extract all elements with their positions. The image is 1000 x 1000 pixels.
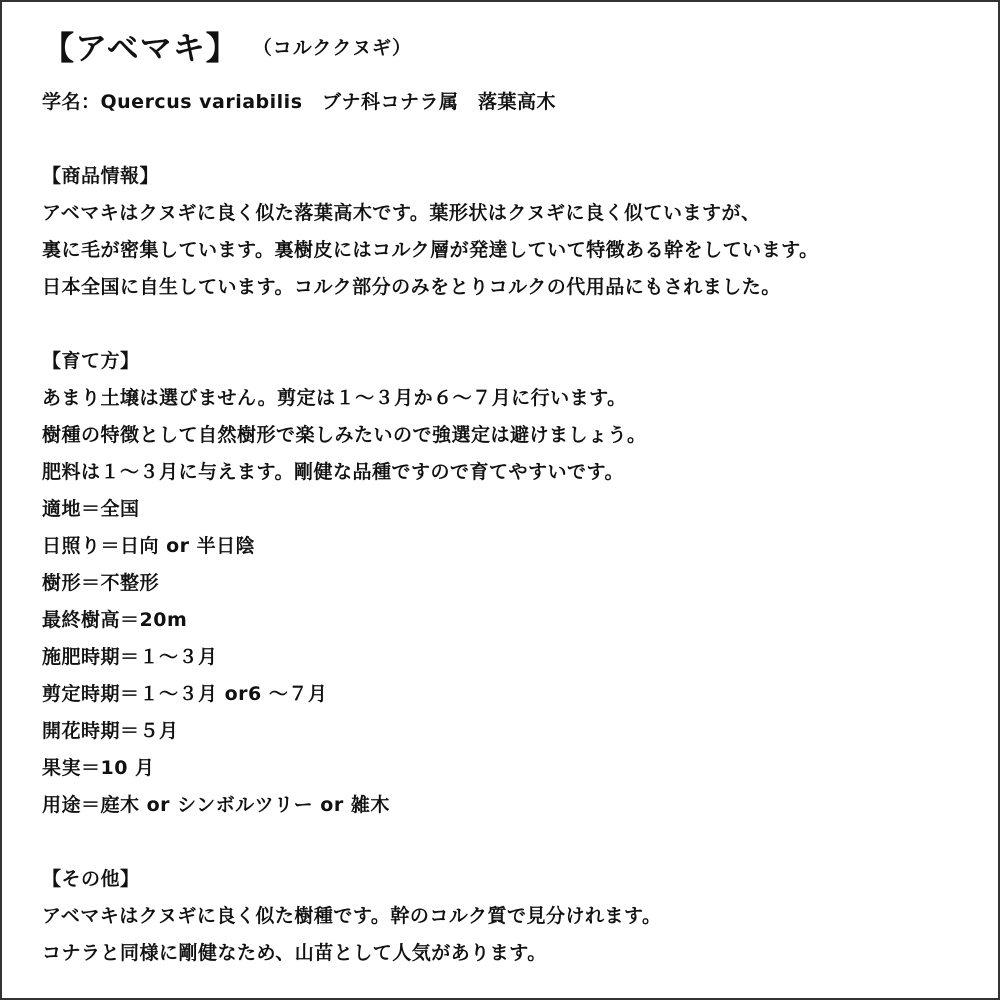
scientific-name-line: 学名：Quercus variabilis ブナ科コナラ属 落葉高木 (42, 91, 557, 113)
other-line: コナラと同様に剛健なため、山苗として人気があります。 (42, 942, 547, 964)
care-line: 樹種の特徴として自然樹形で楽しみたいので強選定は避けましょう。 (42, 424, 647, 446)
care-heading: 【育て方】 (42, 350, 140, 372)
other-line: アベマキはクヌギに良く似た樹種です。幹のコルク質で見分けれます。 (42, 905, 662, 927)
other-heading: 【その他】 (42, 868, 140, 890)
page-title: 【アベマキ】 (42, 29, 239, 67)
spacer (42, 306, 972, 343)
care-line: 肥料は１～３月に与えます。剛健な品種ですので育てやすいです。 (42, 461, 624, 483)
care-line: 開花時期＝５月 (42, 720, 179, 742)
care-line: 日照り＝日向 or 半日陰 (42, 535, 256, 557)
page-subtitle: （コルククヌギ） (252, 36, 412, 59)
care-line: 施肥時期＝１～３月 (42, 646, 218, 668)
product-info-heading: 【商品情報】 (42, 165, 160, 187)
spacer (42, 824, 972, 861)
care-line: 最終樹高＝20m (42, 609, 188, 631)
care-line: 適地＝全国 (42, 498, 140, 520)
product-info-line: 裏に毛が密集しています。裏樹皮にはコルク層が発達していて特徴ある幹をしています。 (42, 239, 819, 261)
care-line: 果実＝10 月 (42, 757, 155, 779)
care-line: 用途＝庭木 or シンボルツリー or 雑木 (42, 794, 390, 816)
document-body (42, 22, 972, 972)
care-line: あまり土壌は選びません。剪定は１～３月か６～７月に行います。 (42, 387, 627, 409)
care-line: 剪定時期＝１～３月 or6 ～７月 (42, 683, 328, 705)
product-info-line: 日本全国に自生しています。コルク部分のみをとりコルクの代用品にもされました。 (42, 276, 781, 298)
product-info-line: アベマキはクヌギに良く似た落葉高木です。葉形状はクヌギに良く似ていますが、 (42, 202, 761, 224)
care-line: 樹形＝不整形 (42, 572, 160, 594)
spacer (42, 121, 972, 158)
title-row (42, 22, 972, 70)
